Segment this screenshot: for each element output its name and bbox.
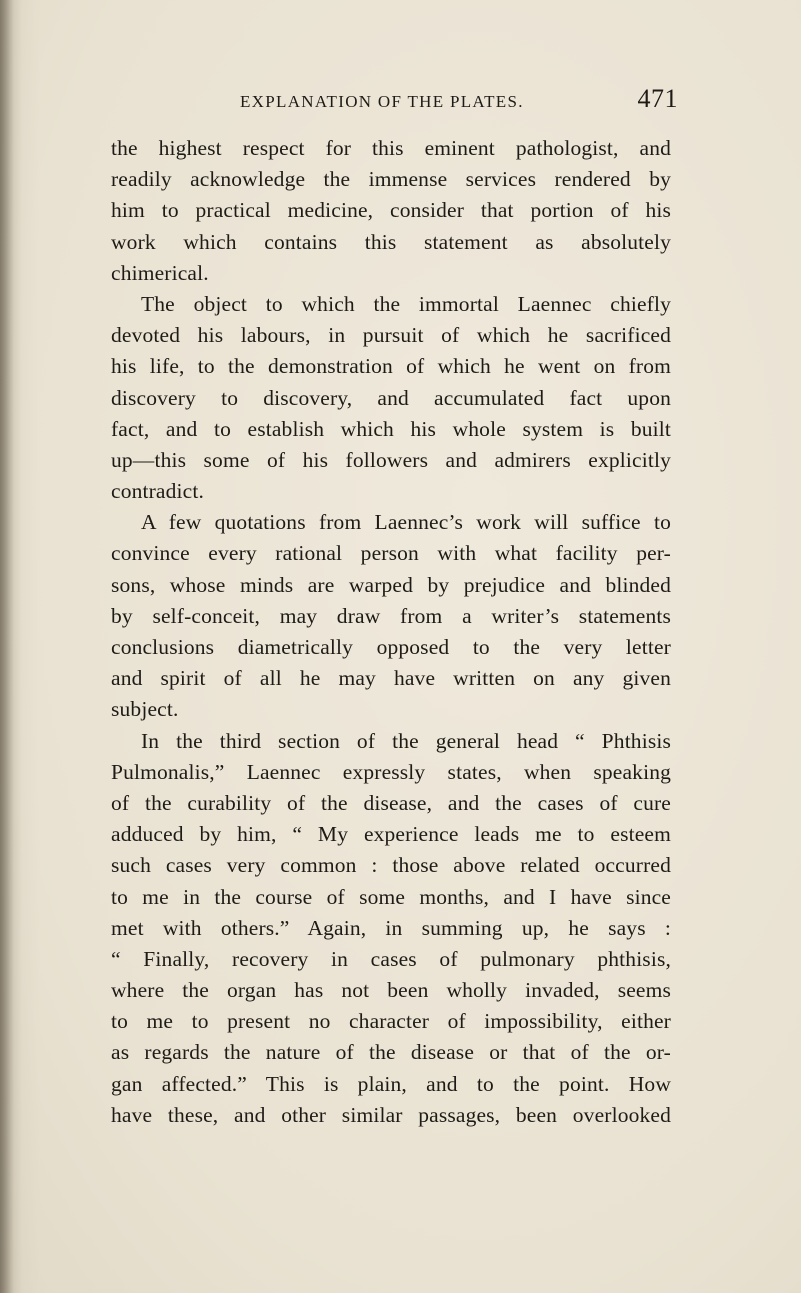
text-line: readily acknowledge the immense services rendered by — [111, 167, 671, 192]
text-line: chimerical. — [111, 260, 209, 285]
text-line: subject. — [111, 697, 179, 722]
text-line: where the organ has not been wholly invaded, seems — [111, 978, 671, 1003]
text-line: the highest respect for this eminent pathologist, and — [111, 136, 671, 160]
text-line: of the curability of the disease, and the cases of cure — [111, 790, 671, 815]
text-line: by self-conceit, may draw from a writer’s statements — [111, 603, 671, 628]
text-line: discovery to discovery, and accumulated fact upon — [111, 385, 671, 410]
text-line: conclusions diametrically opposed to the very letter — [111, 635, 671, 659]
text-line: gan affected.” This is plain, and to the point. How — [111, 1071, 671, 1096]
text-line: In the third section of the general head “ Phthisis — [141, 728, 671, 753]
text-line: fact, and to establish which his whole system is built — [111, 416, 671, 441]
text-line: contradict. — [111, 479, 204, 504]
text-line: work which contains this statement as absolutely — [111, 229, 671, 254]
text-line: to me to present no character of impossibility, either — [111, 1009, 671, 1034]
text-line: The object to which the immortal Laennec chiefly — [141, 291, 671, 316]
text-line: such cases very common : those above related occurred — [111, 853, 671, 878]
text-line: up—this some of his followers and admirers explicitly — [111, 447, 671, 472]
text-line: sons, whose minds are warped by prejudice and blinded — [111, 572, 671, 597]
text-line: his life, to the demonstration of which he went on from — [111, 354, 671, 379]
text-line: have these, and other similar passages, been overlooked — [111, 1102, 671, 1127]
text-line: devoted his labours, in pursuit of which he sacrificed — [111, 323, 671, 348]
body-text — [111, 133, 671, 1131]
text-line: met with others.” Again, in summing up, he says : — [111, 915, 671, 940]
page-number: 471 — [637, 84, 678, 113]
text-line: convince every rational person with what facility per- — [111, 541, 671, 566]
running-title: EXPLANATION OF THE PLATES. — [240, 92, 524, 111]
text-line: and spirit of all he may have written on any given — [111, 666, 671, 691]
text-line: to me in the course of some months, and I have since — [111, 884, 671, 909]
text-line: as regards the nature of the disease or that of the or- — [111, 1040, 671, 1065]
text-line: A few quotations from Laennec’s work will suffice to — [141, 510, 671, 535]
text-line: Pulmonalis,” Laennec expressly states, when speaking — [111, 759, 671, 784]
page-spine-shadow — [0, 0, 14, 1293]
page-header — [80, 84, 680, 128]
text-line: adduced by him, “ My experience leads me to esteem — [111, 822, 671, 847]
text-line: him to practical medicine, consider that portion of his — [111, 198, 671, 223]
text-line: “ Finally, recovery in cases of pulmonary phthisis, — [111, 946, 671, 971]
